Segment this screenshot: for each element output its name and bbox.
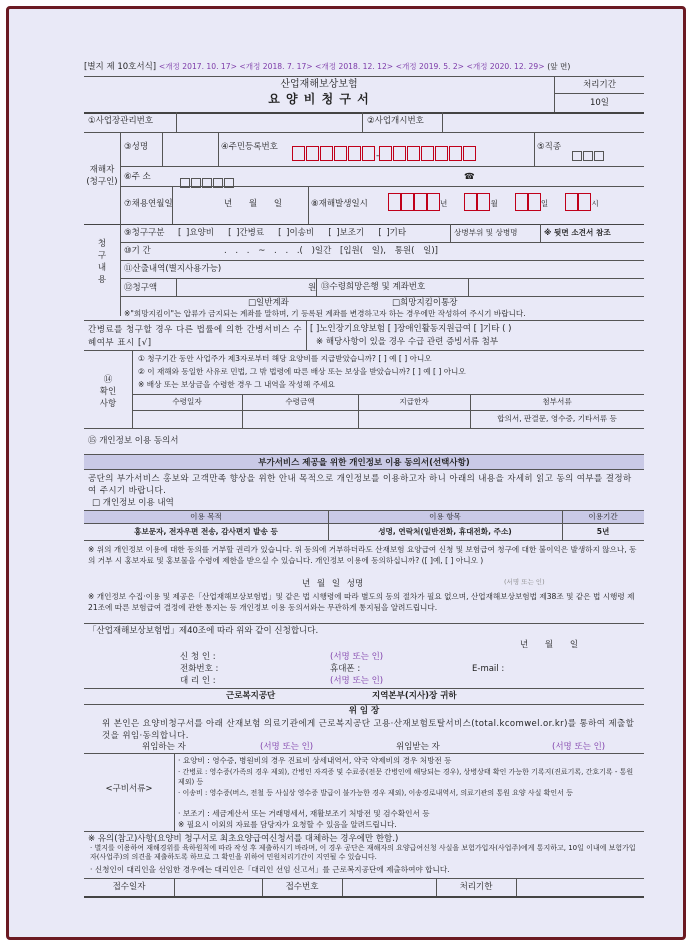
delegation-title: 위 임 장 (348, 706, 380, 716)
apply-date: 년 월 일 (520, 640, 579, 650)
job-label: ⑤직종 (534, 132, 563, 166)
delegatee-label: 위임받는 자 (396, 742, 440, 752)
docs-label: <구비서류> (105, 784, 153, 794)
delegatee-sign-hint: (서명 또는 인) (552, 742, 606, 752)
care-opt-other[interactable]: [ ]기타 ( ) (473, 324, 512, 334)
care-options[interactable] (310, 324, 511, 335)
check-col-amount: 수령금액 (285, 397, 315, 406)
account-hope-option[interactable]: □희망지킴이통장 (392, 298, 458, 308)
mobile-label: 휴대폰 : (330, 664, 361, 674)
docs-item-transport: · 이송비 : 영수증(버스, 전철 등 사실상 영수증 발급이 불가능한 경우 제외), 이송경로내역서, 의료기관의 통원 요양 사실 확인서 등 (178, 789, 573, 797)
privacy-list-label: □ 개인정보 이용 내역 (92, 498, 174, 508)
form-title: 요 양 비 청 구 서 (268, 92, 370, 106)
privacy-sign-line: 년 월 일 성명 (302, 579, 364, 589)
won-unit: 원 (308, 283, 317, 293)
check-q2[interactable]: ② 이 재해와 동일한 사유로 민법, 그 밖 법령에 따른 배상 또는 보상을 받았습니까? [ ] 예 [ ] 아니오 (138, 367, 466, 376)
privacy-row-items: 성명, 연락처(일반전화, 휴대전화, 주소) (378, 527, 512, 536)
processing-period-value: 10일 (554, 94, 644, 112)
business-open-no-label: ②사업개시번호 (362, 112, 428, 132)
recipient-head: 지역본부(지사)장 귀하 (372, 691, 457, 701)
account-normal-option[interactable]: □일반계좌 (248, 298, 289, 308)
email-label: E-mail : (472, 664, 505, 674)
deadline-label: 처리기한 (459, 882, 493, 892)
receipt-date-label: 접수일자 (112, 882, 146, 892)
form-number: [별지 제 10호서식] <개정 2017. 10. 17> <개정 2018. 7. 17> <개정 2018. 12. 12> <개정 2019. 5. 2> <개정 2020. 12. 29> (앞 면) (84, 62, 571, 72)
check-attach-list: 합의서, 판결문, 영수증, 기타서류 등 (497, 414, 617, 423)
check-col-attach: 첨부서류 (542, 397, 572, 406)
privacy-row-purpose: 홍보문자, 전자우편 전송, 감사편지 발송 등 (134, 527, 278, 536)
check-q1[interactable]: ① 청구기간 동안 사업주가 제3자로부터 해당 요양비를 지급받았습니까? [ ] 예 [ ] 아니오 (138, 354, 432, 363)
check-q3: ※ 배상 또는 보상금을 수령한 경우 그 내역을 작성해 주세요 (138, 380, 335, 389)
injury-note: 상병부위 및 상병명 (450, 224, 521, 242)
amount-label: ⑫청구액 (124, 283, 158, 293)
docs-item-brace: · 보조기 : 세금계산서 또는 거래명세서, 재활보조기 처방전 및 검수확인서 등 (178, 809, 430, 818)
accident-time-label: ⑧재해발생일시 (308, 186, 370, 224)
check-col-payer: 지급한자 (399, 397, 429, 406)
period-text[interactable]: . . . ~ . . .( )일간 [입원( 일), 통원( 일)] (224, 246, 438, 256)
privacy-col-purpose: 이용 목적 (190, 512, 222, 521)
form-page (12, 12, 662, 918)
claim-type-other[interactable]: [ ]기타 (378, 228, 407, 238)
business-no-label: ①사업장관리번호 (88, 116, 154, 126)
privacy-row-period: 5년 (596, 527, 610, 536)
docs-item-note: ※ 필요시 이외의 자료를 담당자가 요청할 수 있음을 알려드립니다. (178, 820, 397, 829)
agent-label: 대 리 인 : (180, 676, 216, 686)
privacy-col-items: 이용 항목 (429, 512, 461, 521)
delegator-sign-hint: (서명 또는 인) (260, 742, 314, 752)
privacy-note1[interactable]: ※ 위의 개인정보 이용에 대한 동의를 거부할 권리가 있습니다. 위 동의에 거부하더라도 산재보험 요양급여 신청 및 보험급여 청구에 대한 불이익은 발생하지 않으나, 동의 거부 시 홍보자료 및 홍보물을 수령에 제한을 받으실 수 있습니다. 개인정보 이용에 동의하십니까? ([ ]예, [ ] 아니오 ) (88, 545, 637, 565)
claim-type-care[interactable]: [ ]간병료 (228, 228, 265, 238)
apply-law-text: 「산업재해보상보험법」제40조에 따라 위와 같이 신청합니다. (88, 626, 319, 636)
privacy-intro: 공단의 부가서비스 홍보와 고객만족 향상을 위한 안내 목적으로 개인정보를 이용하고자 하니 아래의 내용을 자세히 읽고 동의 여부를 결정하여 주시기 바랍니다. (88, 474, 632, 496)
privacy-section-title: ⑮ 개인정보 이용 동의서 (88, 436, 179, 446)
footer-note-2: · 신청인이 대리인을 선임한 경우에는 대리인은「대리인 선임 신고서」를 근로복지공단에 제출하여야 합니다. (90, 865, 450, 874)
recipient-org: 근로복지공단 (226, 691, 276, 701)
claim-side-label: 청 구 내 용 (97, 239, 107, 285)
claim-type-label: ⑨청구구분 (124, 228, 165, 238)
see-back-note: ※ 뒷면 소견서 참조 (540, 224, 614, 242)
address-boxes[interactable] (180, 172, 235, 191)
revision-history: <개정 2017. 10. 17> <개정 2018. 7. 17> <개정 2018. 12. 12> <개정 2019. 5. 2> <개정 2020. 12. 29> (158, 62, 545, 71)
account-note: ※"희망지킴이"는 압류가 금지되는 계좌를 말하며, 기 등록된 계좌를 변경하고자 하는 경우에만 작성하여 주시기 바랍니다. (124, 309, 526, 318)
delegation-text: 위 본인은 요양비청구서를 아래 산재보험 의료기관에게 근로복지공단 고용·산재보험토탈서비스(total.kcomwel.or.kr)를 통하여 제출할 것을 위임·동의합니다. (102, 719, 635, 741)
privacy-col-period: 이용기간 (588, 512, 618, 521)
rrn-boxes[interactable]: - (292, 143, 477, 162)
privacy-note2: ※ 개인정보 수집·이용 및 제공은「산업재해보상보험법」및 같은 법 시행령에 따라 별도의 동의 절차가 필요 없으며, 산업재해보상보험법 제38조 및 같은 법 시행령 제21조에 따른 보험급여 결정에 관한 통지는 등 개인정보 이용 동의서와는 무관하게 통지됨을 알려드립니다. (88, 592, 635, 612)
care-note: ※ 해당사항이 있을 경우 수급 관련 증빙서류 첨부 (316, 337, 499, 347)
applicant-sign-hint: (서명 또는 인) (330, 652, 384, 662)
care-opt-disability[interactable]: [ ]장애인활동지원급여 (387, 324, 471, 334)
check-side-label: ⑭ 확인 사항 (99, 375, 117, 409)
docs-item-medical: · 요양비 : 영수증, 병원비의 경우 진료비 상세내역서, 약국 약제비의 경우 처방전 등 (178, 756, 452, 765)
hire-date-ymd: 년 월 일 (224, 199, 283, 209)
form-org: 산업재해보상보험 (280, 79, 358, 90)
accident-time-boxes[interactable]: 년 월 일 시 (388, 191, 599, 211)
rrn-label: ④주민등록번호 (218, 132, 280, 166)
name-label: ③성명 (124, 142, 149, 152)
applicant-label: 신 청 인 : (180, 652, 216, 662)
hire-date-label: ⑦채용연월일 (124, 199, 173, 209)
period-label: ⑩기 간 (124, 246, 151, 256)
victim-label: 재해자 (청구인) (86, 165, 118, 187)
check-col-date: 수령일자 (172, 397, 202, 406)
privacy-band-title: 부가서비스 제공을 위한 개인정보 이용 동의서(선택사항) (84, 454, 644, 470)
receipt-no-label: 접수번호 (285, 882, 319, 892)
job-boxes[interactable] (572, 145, 605, 164)
care-opt-ltc[interactable]: [ ]노인장기요양보험 (310, 324, 386, 334)
privacy-sign-hint: (서명 또는 인) (504, 578, 545, 586)
claim-type-brace[interactable]: [ ]보조기 (328, 228, 365, 238)
claim-type-options[interactable] (178, 228, 406, 239)
processing-period-label: 처리기간 (554, 76, 644, 94)
address-label: ⑥주 소 (124, 172, 151, 182)
care-question: 간병료를 청구할 경우 다른 법률에 의한 간병서비스 수혜여부 표시 [√] (88, 325, 303, 348)
phone-icon: ☎ (464, 172, 475, 182)
docs-item-care: · 간병료 : 영수증(가족의 경우 제외), 간병인 자격증 및 수료증(전문 간병인에 해당되는 경우), 상병상태 확인 가능한 기록지(진료기록, 간호기록 - 통원 제외) 등 (178, 768, 634, 786)
claim-type-medical[interactable]: [ ]요양비 (178, 228, 214, 238)
bank-label: ⑬수령희망은행 및 계좌번호 (316, 278, 429, 296)
footer-note-title: ※ 유의(참고)사항(요양비 청구서로 최초요양급여신청서를 대체하는 경우에만 한함.) (88, 834, 399, 844)
footer-note-1: · 별지를 이용하여 재해경위를 육하원칙에 따라 작성 후 제출하시기 바라며, 이 경우 공단은 재해자의 요양급여신청 사실을 보험가입자(사업주)에게 통지하고, 10일 이내에 보험가입자(사업주)의 의견을 제출하도록 하므로 그 확인을 위하여 민원처리기간이 지연될 수 있습니다. (90, 844, 636, 861)
agent-sign-hint: (서명 또는 인) (330, 676, 384, 686)
delegator-label: 위임하는 자 (142, 742, 186, 752)
phone-label: 전화번호 : (180, 664, 219, 674)
claim-type-transport[interactable]: [ ]이송비 (278, 228, 315, 238)
calc-detail-label: ⑪산출내역(별지사용가능) (124, 264, 222, 274)
